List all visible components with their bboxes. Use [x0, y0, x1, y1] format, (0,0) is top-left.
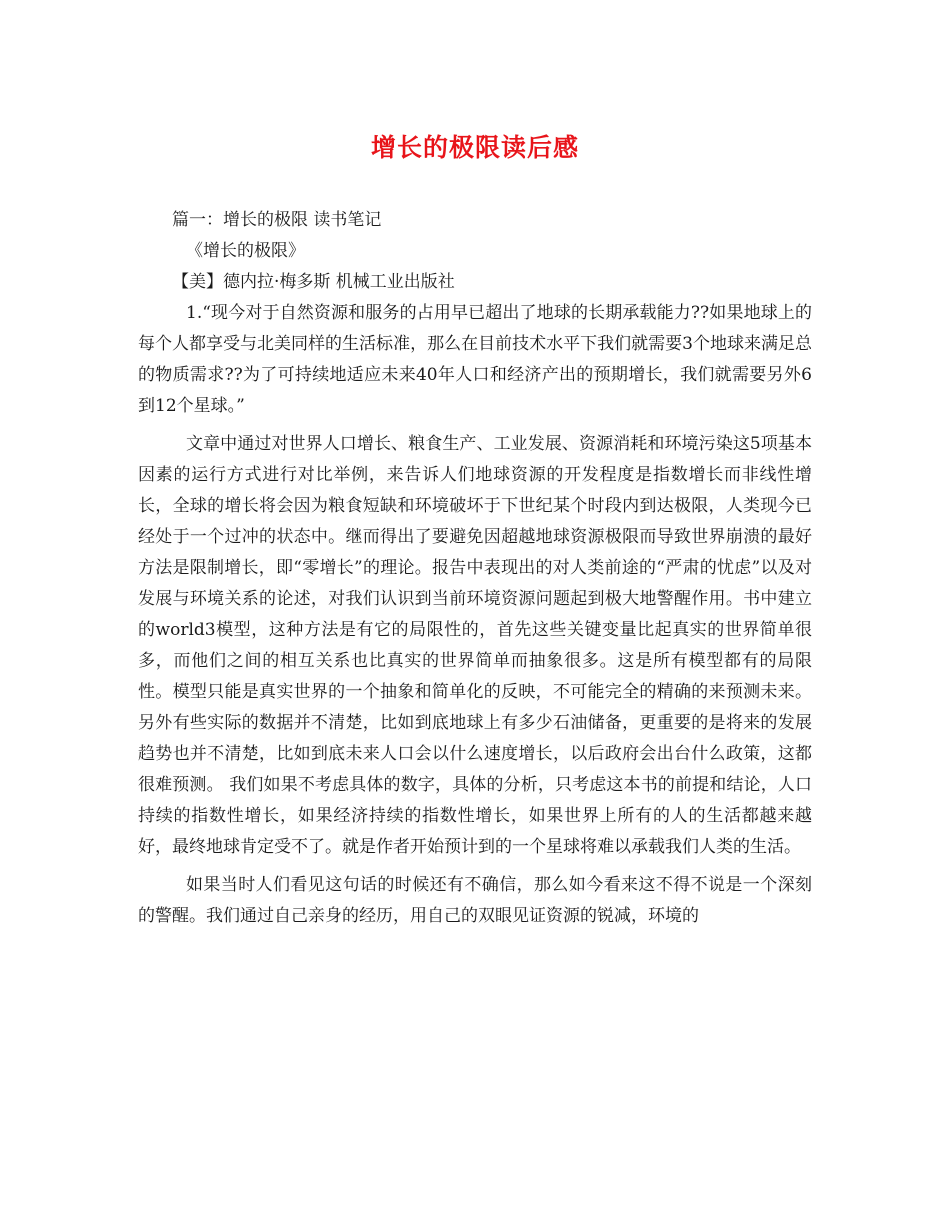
book-title-line: 《增长的极限》	[186, 241, 305, 261]
body-paragraph-main: 文章中通过对世界人口增长、粮食生产、工业发展、资源消耗和环境污染这5项基本因素的运行方式进行对比举例，来告诉人们地球资源的开发程度是指数增长而非线性增长，全球的增长将会因为粮食短缺和环境破坏于下世纪某个时段内到达极限，人类现今已经处于一个过冲的状态中。继而得出了要避免因超越地球资源极限而导致世界崩溃的最好方法是限制增长，即“零增长”的理论。报告中表现出的对人类前途的“严肃的忧虑”以及对发展与环境关系的论述，对我们认识到当前环境资源问题起到极大地警醒作用。书中建立的world3模型，这种方法是有它的局限性的，首先这些关键变量比起真实的世界简单很多，而他们之间的相互关系也比真实的世界简单而抽象很多。这是所有模型都有的局限性。模型只能是真实世界的一个抽象和简单化的反映，不可能完全的精确的来预测未来。另外有些实际的数据并不清楚，比如到底地球上有多少石油储备，更重要的是将来的发展趋势也并不清楚，比如到底未来人口会以什么速度增长，以后政府会出台什么政策，这都很难预测。 我们如果不考虑具体的数字，具体的分析，只考虑这本书的前提和结论，人口持续的指数性增长，如果经济持续的指数性增长，如果世界上所有的人的生活都越来越好，最终地球肯定受不了。就是作者开始预计到的一个星球将难以承载我们人类的生活。	[138, 434, 812, 857]
body-paragraph-quote: 1.“现今对于自然资源和服务的占用早已超出了地球的长期承载能力??如果地球上的每个人都享受与北美同样的生活标准，那么在目前技术水平下我们就需要3个地球来满足总的物质需求??为了可持续地适应未来40年人口和经济产出的预期增长，我们就需要另外6到12个星球。”	[138, 303, 812, 416]
body-paragraph-last: 如果当时人们看见这句话的时候还有不确信，那么如今看来这不得不说是一个深刻的警醒。我们通过自己亲身的经历，用自己的双眼见证资源的锐减，环境的	[138, 875, 812, 926]
document-body	[138, 205, 812, 932]
author-publisher-line: 【美】德内拉·梅多斯 机械工业出版社	[172, 272, 455, 292]
section-heading: 篇一：增长的极限 读书笔记	[172, 210, 382, 230]
document-title: 增长的极限读后感	[370, 133, 579, 162]
